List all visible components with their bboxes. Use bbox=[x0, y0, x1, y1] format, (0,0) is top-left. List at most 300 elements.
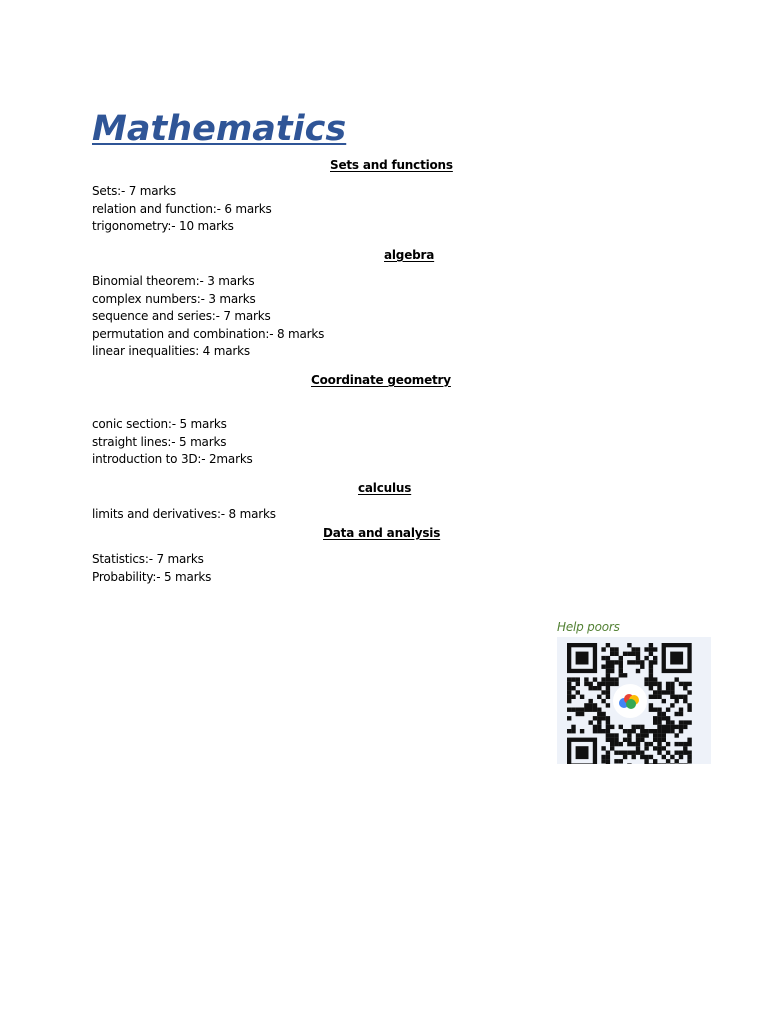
qr-module bbox=[606, 690, 610, 694]
qr-module bbox=[662, 725, 666, 729]
qr-module bbox=[653, 647, 657, 651]
qr-module bbox=[576, 652, 589, 665]
qr-module bbox=[597, 729, 601, 733]
qr-module bbox=[649, 708, 653, 712]
qr-module bbox=[601, 716, 605, 720]
qr-module bbox=[649, 652, 653, 656]
qr-module bbox=[627, 742, 631, 746]
qr-module bbox=[614, 751, 618, 755]
qr-module bbox=[683, 720, 687, 724]
qr-module bbox=[619, 665, 623, 669]
qr-module bbox=[597, 720, 601, 724]
qr-module bbox=[679, 742, 683, 746]
qr-module bbox=[584, 708, 588, 712]
qr-module bbox=[571, 708, 575, 712]
qr-module bbox=[679, 682, 683, 686]
qr-module bbox=[653, 759, 657, 763]
qr-module bbox=[636, 656, 640, 660]
qr-module bbox=[666, 682, 670, 686]
qr-module bbox=[636, 738, 640, 742]
qr-module bbox=[640, 660, 644, 664]
qr-module bbox=[687, 738, 691, 742]
qr-module bbox=[619, 660, 623, 664]
qr-module bbox=[670, 755, 674, 759]
qr-module bbox=[567, 677, 571, 681]
qr-module bbox=[580, 712, 584, 716]
qr-code-icon bbox=[557, 637, 711, 764]
qr-module bbox=[593, 716, 597, 720]
qr-module bbox=[593, 725, 597, 729]
qr-module bbox=[576, 746, 589, 759]
qr-module bbox=[683, 699, 687, 703]
qr-module bbox=[662, 699, 666, 703]
qr-module bbox=[567, 699, 571, 703]
section-heading-calculus: calculus bbox=[358, 481, 412, 495]
qr-module bbox=[580, 708, 584, 712]
qr-module bbox=[567, 686, 571, 690]
section-list-data-and-analysis bbox=[92, 551, 211, 586]
qr-module bbox=[627, 643, 631, 647]
qr-module bbox=[636, 742, 640, 746]
qr-module bbox=[606, 703, 610, 707]
list-item: permutation and combination:- 8 marks bbox=[92, 326, 325, 341]
qr-module bbox=[610, 742, 614, 746]
qr-module bbox=[614, 759, 618, 763]
qr-module bbox=[571, 686, 575, 690]
qr-module bbox=[649, 643, 653, 647]
qr-module bbox=[567, 682, 571, 686]
qr-module bbox=[610, 746, 614, 750]
qr-module bbox=[593, 729, 597, 733]
qr-module bbox=[679, 720, 683, 724]
section-list-sets-and-functions bbox=[92, 183, 272, 236]
qr-module bbox=[619, 669, 623, 673]
section-heading-algebra: algebra bbox=[384, 248, 435, 262]
qr-module bbox=[567, 716, 571, 720]
list-item: straight lines:- 5 marks bbox=[92, 434, 227, 449]
qr-module bbox=[653, 763, 657, 764]
qr-module bbox=[614, 742, 618, 746]
qr-module bbox=[649, 755, 653, 759]
qr-module bbox=[679, 712, 683, 716]
qr-module bbox=[653, 716, 657, 720]
qr-module bbox=[567, 695, 571, 699]
qr-module bbox=[589, 699, 593, 703]
qr-module bbox=[601, 759, 605, 763]
qr-module bbox=[649, 686, 653, 690]
qr-module bbox=[614, 677, 618, 681]
qr-module bbox=[627, 751, 631, 755]
qr-module bbox=[653, 660, 657, 664]
qr-module bbox=[657, 763, 661, 764]
qr-module bbox=[606, 682, 610, 686]
qr-module bbox=[666, 686, 670, 690]
qr-module bbox=[636, 733, 640, 737]
qr-module bbox=[576, 690, 580, 694]
list-item: trigonometry:- 10 marks bbox=[92, 219, 234, 234]
qr-module bbox=[675, 751, 679, 755]
qr-module bbox=[614, 682, 618, 686]
qr-module bbox=[662, 690, 666, 694]
qr-module bbox=[675, 759, 679, 763]
qr-module bbox=[597, 716, 601, 720]
qr-module bbox=[666, 751, 670, 755]
qr-module bbox=[644, 746, 648, 750]
qr-module bbox=[610, 652, 614, 656]
qr-module bbox=[614, 738, 618, 742]
qr-module bbox=[619, 725, 623, 729]
qr-module bbox=[636, 669, 640, 673]
qr-module bbox=[623, 755, 627, 759]
qr-module bbox=[657, 690, 661, 694]
qr-module bbox=[610, 725, 614, 729]
qr-module bbox=[649, 742, 653, 746]
qr-module bbox=[576, 677, 580, 681]
qr-module bbox=[640, 665, 644, 669]
qr-module bbox=[683, 746, 687, 750]
qr-module bbox=[610, 660, 614, 664]
qr-module bbox=[606, 673, 610, 677]
qr-module bbox=[601, 712, 605, 716]
qr-module bbox=[606, 738, 610, 742]
qr-module bbox=[649, 729, 653, 733]
qr-module bbox=[636, 652, 640, 656]
qr-module bbox=[619, 656, 623, 660]
qr-module bbox=[657, 738, 661, 742]
qr-module bbox=[683, 742, 687, 746]
qr-module bbox=[619, 759, 623, 763]
qr-module bbox=[670, 703, 674, 707]
qr-module bbox=[666, 725, 670, 729]
qr-module bbox=[653, 733, 657, 737]
qr-module bbox=[662, 738, 666, 742]
qr-module bbox=[593, 703, 597, 707]
qr-module bbox=[679, 763, 683, 764]
qr-module bbox=[662, 716, 666, 720]
qr-module bbox=[653, 746, 657, 750]
qr-module bbox=[601, 746, 605, 750]
qr-module bbox=[597, 708, 601, 712]
qr-module bbox=[644, 759, 648, 763]
qr-module bbox=[649, 647, 653, 651]
qr-module bbox=[606, 716, 610, 720]
qr-module bbox=[589, 686, 593, 690]
qr-module bbox=[589, 703, 593, 707]
qr-module bbox=[619, 751, 623, 755]
qr-module bbox=[653, 729, 657, 733]
qr-module bbox=[675, 699, 679, 703]
qr-module bbox=[632, 725, 636, 729]
qr-module bbox=[597, 686, 601, 690]
qr-module bbox=[606, 720, 610, 724]
qr-module bbox=[593, 677, 597, 681]
qr-module bbox=[619, 742, 623, 746]
google-pay-logo-icon bbox=[613, 684, 647, 718]
qr-module bbox=[653, 720, 657, 724]
qr-module bbox=[606, 677, 610, 681]
qr-module bbox=[627, 652, 631, 656]
qr-module bbox=[644, 729, 648, 733]
section-list-calculus bbox=[92, 506, 276, 524]
qr-module bbox=[644, 733, 648, 737]
qr-module bbox=[610, 682, 614, 686]
qr-module bbox=[614, 660, 618, 664]
list-item: introduction to 3D:- 2marks bbox=[92, 452, 253, 467]
qr-module bbox=[632, 729, 636, 733]
qr-module bbox=[670, 725, 674, 729]
qr-module bbox=[619, 673, 623, 677]
qr-module bbox=[670, 652, 683, 665]
list-item: Binomial theorem:- 3 marks bbox=[92, 274, 255, 288]
list-item: limits and derivatives:- 8 marks bbox=[92, 507, 276, 521]
qr-module bbox=[683, 682, 687, 686]
qr-module bbox=[627, 763, 631, 764]
qr-module bbox=[601, 729, 605, 733]
qr-module bbox=[649, 695, 653, 699]
qr-module bbox=[610, 677, 614, 681]
qr-module bbox=[601, 755, 605, 759]
qr-module bbox=[666, 729, 670, 733]
qr-module bbox=[644, 742, 648, 746]
list-item: sequence and series:- 7 marks bbox=[92, 309, 271, 324]
qr-module bbox=[640, 751, 644, 755]
list-item: Sets:- 7 marks bbox=[92, 184, 176, 198]
qr-module bbox=[576, 708, 580, 712]
qr-module bbox=[567, 708, 571, 712]
section-heading-data-and-analysis: Data and analysis bbox=[323, 526, 441, 540]
qr-module bbox=[606, 686, 610, 690]
qr-module bbox=[683, 686, 687, 690]
qr-module bbox=[636, 725, 640, 729]
qr-module bbox=[687, 682, 691, 686]
qr-module bbox=[687, 690, 691, 694]
qr-module bbox=[632, 755, 636, 759]
qr-module bbox=[653, 738, 657, 742]
qr-module bbox=[636, 746, 640, 750]
qr-module bbox=[601, 647, 605, 651]
qr-module bbox=[675, 742, 679, 746]
qr-module bbox=[571, 725, 575, 729]
qr-module bbox=[644, 763, 648, 764]
qr-module bbox=[601, 682, 605, 686]
qr-module bbox=[657, 686, 661, 690]
qr-module bbox=[649, 703, 653, 707]
qr-module bbox=[653, 695, 657, 699]
qr-module bbox=[593, 708, 597, 712]
qr-module bbox=[679, 695, 683, 699]
qr-module bbox=[623, 673, 627, 677]
qr-module bbox=[640, 755, 644, 759]
qr-module bbox=[687, 755, 691, 759]
qr-module bbox=[614, 733, 618, 737]
qr-module bbox=[657, 751, 661, 755]
qr-module bbox=[653, 677, 657, 681]
qr-module bbox=[580, 695, 584, 699]
qr-module bbox=[597, 725, 601, 729]
qr-module bbox=[640, 738, 644, 742]
qr-module bbox=[610, 733, 614, 737]
qr-module bbox=[606, 755, 610, 759]
qr-module bbox=[627, 729, 631, 733]
qr-module bbox=[679, 751, 683, 755]
qr-module bbox=[606, 729, 610, 733]
qr-module bbox=[657, 712, 661, 716]
qr-code-image bbox=[557, 637, 711, 764]
qr-module bbox=[670, 763, 674, 764]
qr-module bbox=[636, 647, 640, 651]
qr-module bbox=[683, 695, 687, 699]
qr-module bbox=[687, 759, 691, 763]
qr-module bbox=[584, 677, 588, 681]
qr-module bbox=[597, 712, 601, 716]
qr-module bbox=[606, 725, 610, 729]
qr-module bbox=[593, 686, 597, 690]
qr-module bbox=[679, 725, 683, 729]
qr-module bbox=[640, 729, 644, 733]
qr-module bbox=[632, 647, 636, 651]
qr-module bbox=[601, 699, 605, 703]
qr-module bbox=[644, 677, 648, 681]
qr-module bbox=[649, 677, 653, 681]
qr-module bbox=[584, 703, 588, 707]
qr-module bbox=[601, 665, 605, 669]
qr-module bbox=[606, 733, 610, 737]
qr-module bbox=[657, 746, 661, 750]
qr-module bbox=[649, 763, 653, 764]
qr-module bbox=[571, 695, 575, 699]
qr-module bbox=[610, 647, 614, 651]
qr-module bbox=[666, 716, 670, 720]
list-item: Statistics:- 7 marks bbox=[92, 552, 204, 566]
section-list-algebra bbox=[92, 273, 324, 361]
qr-module bbox=[657, 742, 661, 746]
qr-module bbox=[662, 712, 666, 716]
qr-module bbox=[610, 669, 614, 673]
qr-module bbox=[589, 708, 593, 712]
qr-module bbox=[567, 729, 571, 733]
qr-module bbox=[644, 647, 648, 651]
qr-module bbox=[627, 733, 631, 737]
qr-module bbox=[653, 690, 657, 694]
qr-module bbox=[687, 742, 691, 746]
qr-module bbox=[653, 656, 657, 660]
qr-module bbox=[675, 733, 679, 737]
qr-module bbox=[627, 738, 631, 742]
qr-module bbox=[683, 751, 687, 755]
qr-module bbox=[610, 665, 614, 669]
section-heading-coordinate-geometry: Coordinate geometry bbox=[311, 373, 451, 387]
qr-module bbox=[614, 647, 618, 651]
qr-module bbox=[614, 652, 618, 656]
list-item: conic section:- 5 marks bbox=[92, 417, 227, 431]
qr-module bbox=[640, 725, 644, 729]
qr-module bbox=[649, 660, 653, 664]
qr-module bbox=[606, 751, 610, 755]
qr-module bbox=[589, 682, 593, 686]
qr-module bbox=[683, 763, 687, 764]
qr-module bbox=[662, 746, 666, 750]
qr-module bbox=[675, 695, 679, 699]
qr-module bbox=[670, 686, 674, 690]
qr-module bbox=[670, 690, 674, 694]
qr-module bbox=[644, 656, 648, 660]
qr-module bbox=[687, 751, 691, 755]
qr-module bbox=[623, 738, 627, 742]
qr-module bbox=[623, 652, 627, 656]
qr-module bbox=[640, 733, 644, 737]
qr-module bbox=[610, 738, 614, 742]
qr-module bbox=[571, 729, 575, 733]
qr-module bbox=[657, 729, 661, 733]
qr-module bbox=[649, 669, 653, 673]
qr-module bbox=[571, 677, 575, 681]
qr-module bbox=[576, 682, 580, 686]
qr-module bbox=[649, 673, 653, 677]
qr-module bbox=[687, 708, 691, 712]
help-poors-label: Help poors bbox=[557, 620, 620, 634]
qr-module bbox=[576, 712, 580, 716]
list-item: Probability:- 5 marks bbox=[92, 569, 212, 584]
qr-module bbox=[666, 759, 670, 763]
list-item: complex numbers:- 3 marks bbox=[92, 291, 256, 306]
qr-module bbox=[687, 703, 691, 707]
qr-module bbox=[683, 725, 687, 729]
qr-module bbox=[666, 720, 670, 724]
qr-module bbox=[606, 656, 610, 660]
qr-module bbox=[632, 660, 636, 664]
qr-module bbox=[662, 755, 666, 759]
qr-module bbox=[679, 708, 683, 712]
qr-module bbox=[632, 652, 636, 656]
section-list-coordinate-geometry bbox=[92, 416, 253, 469]
qr-module bbox=[670, 729, 674, 733]
qr-module bbox=[623, 729, 627, 733]
qr-module bbox=[687, 720, 691, 724]
qr-module bbox=[649, 682, 653, 686]
qr-module bbox=[606, 759, 610, 763]
list-item: linear inequalities: 4 marks bbox=[92, 344, 250, 359]
document-title: Mathematics bbox=[92, 109, 347, 149]
qr-module bbox=[653, 708, 657, 712]
qr-module bbox=[606, 665, 610, 669]
section-heading-sets-and-functions: Sets and functions bbox=[330, 158, 453, 172]
qr-module bbox=[657, 695, 661, 699]
qr-module bbox=[580, 729, 584, 733]
qr-module bbox=[601, 690, 605, 694]
qr-module bbox=[679, 755, 683, 759]
qr-module bbox=[601, 656, 605, 660]
qr-module bbox=[666, 708, 670, 712]
qr-module bbox=[657, 708, 661, 712]
qr-module bbox=[589, 720, 593, 724]
qr-module bbox=[636, 660, 640, 664]
qr-module bbox=[632, 751, 636, 755]
qr-module bbox=[632, 742, 636, 746]
qr-module bbox=[597, 695, 601, 699]
qr-module bbox=[670, 720, 674, 724]
qr-module bbox=[657, 720, 661, 724]
qr-module bbox=[679, 729, 683, 733]
qr-module bbox=[636, 751, 640, 755]
qr-module bbox=[670, 695, 674, 699]
qr-module bbox=[666, 742, 670, 746]
qr-module bbox=[666, 690, 670, 694]
qr-module bbox=[662, 763, 666, 764]
qr-module bbox=[662, 733, 666, 737]
qr-module bbox=[606, 643, 610, 647]
qr-module bbox=[675, 725, 679, 729]
qr-module bbox=[657, 682, 661, 686]
